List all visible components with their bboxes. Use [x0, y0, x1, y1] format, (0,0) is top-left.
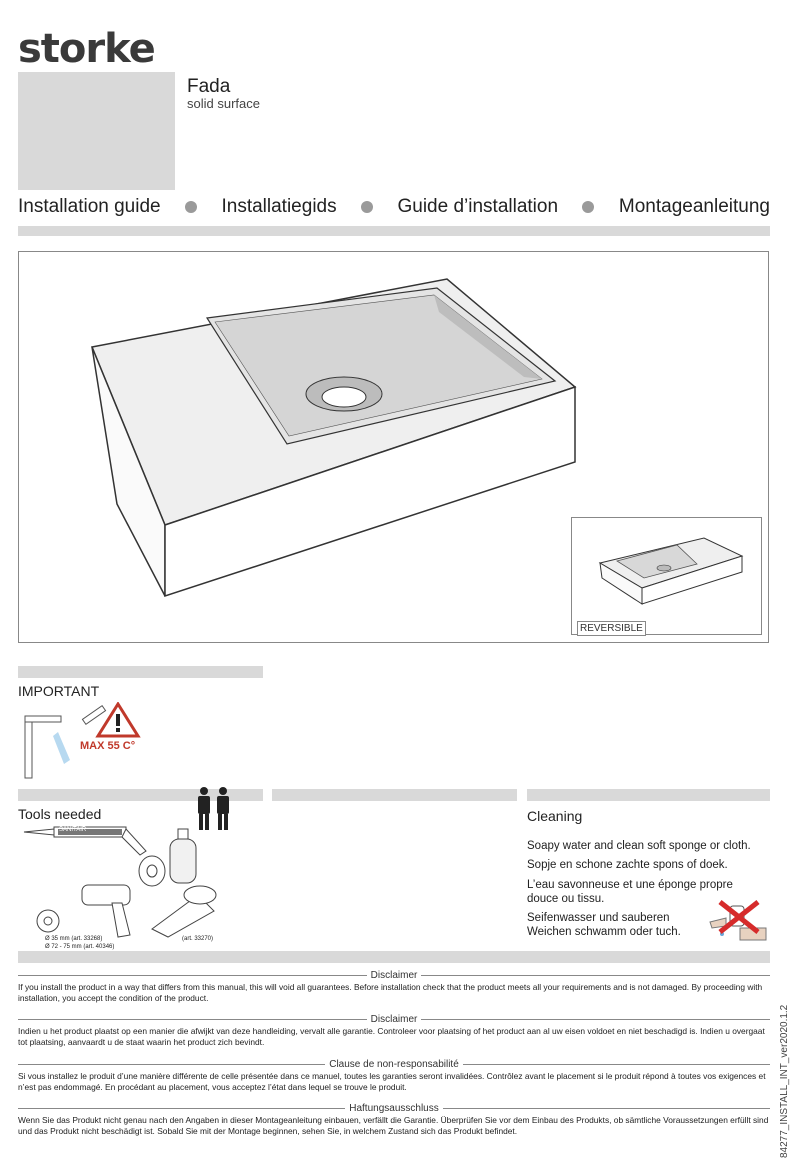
brand-logo: storke	[18, 26, 155, 72]
section-bar	[527, 789, 770, 801]
disclaimer-text: Wenn Sie das Produkt nicht genau nach den Angaben in dieser Montageanleitung einbauen, verfällt die Garantie. Überprüfen Sie vor dem Einbau des Produkts, ob sämtliche Voraussetzungen erfüllt sind und das Produkt nicht beschädigt ist. Sobald Sie mit der Montage beginnen, sehen Sie, in welchem Zustand sich das Produkt befindet.	[18, 1115, 769, 1136]
important-title: IMPORTANT	[18, 683, 100, 699]
section-bar	[272, 789, 517, 801]
cleaning-title: Cleaning	[527, 808, 583, 824]
guide-title-de: Montageanleitung	[618, 196, 770, 217]
disclaimer-en	[18, 969, 770, 1004]
separator-dot	[185, 201, 197, 213]
document-code: 84277_INSTALL_INT_ver2020.1.2	[779, 1004, 790, 1158]
guide-title-nl: Installatiegids	[221, 196, 337, 217]
product-name: Fada	[187, 76, 231, 97]
disclaimer-de	[18, 1102, 770, 1137]
disclaimer-text: Si vous installez le produit d’une manière différente de celle présentée dans ce manuel, toutes les garanties seront invalidées. Contrôlez avant le placement si le produit répond à toutes vos exigences et n’est pas endommagé. En procédant au placement, vous acceptez l’état dans lequel se trouve le produit.	[18, 1071, 766, 1092]
reversible-label: REVERSIBLE	[577, 621, 646, 636]
divider-bar	[18, 951, 770, 963]
separator-dot	[582, 201, 594, 213]
sealant-label: SANITAIR	[59, 827, 87, 833]
disclaimer-nl	[18, 1013, 770, 1048]
guide-title-en: Installation guide	[18, 196, 161, 217]
reversible-inset	[571, 517, 762, 635]
cleaning-text-en: Soapy water and clean soft sponge or cloth.	[527, 840, 751, 852]
disclaimer-text: If you install the product in a way that differs from this manual, this will void all guarantees. Before installation check that the product meets all your requirements and is not damaged. By proceeding with installation, you accept the condition of the product.	[18, 982, 763, 1003]
cleaning-text-de: Seifenwasser und sauberen Weichen schwamm oder tuch.	[527, 912, 681, 938]
no-chemical-cleaning-icon	[700, 898, 768, 944]
drill-note-1: Ø 35 mm (art. 33268)	[45, 936, 103, 942]
disclaimer-fr	[18, 1058, 770, 1093]
section-bar	[18, 666, 263, 678]
divider-bar	[18, 226, 770, 236]
guide-title-row	[18, 194, 770, 220]
tools-illustration	[22, 825, 252, 945]
disclaimer-text: Indien u het product plaatst op een manier die afwijkt van deze handleiding, vervalt alle garantie. Controleer voor plaatsing of het product aan al uw eisen voldoet en niet beschadigd is. Indien u overgaat tot plaatsing, aanvaardt u de staat waarin het product zich bevindt.	[18, 1026, 765, 1047]
disclaimer-title: Disclaimer	[370, 1013, 418, 1025]
max-temperature-label: MAX 55 C°	[80, 740, 136, 752]
cleaning-text-fr: L’eau savonneuse et une éponge propre douce ou tissu.	[527, 879, 733, 905]
disclaimer-title: Haftungsausschluss	[349, 1102, 439, 1114]
product-material: solid surface	[187, 96, 260, 111]
tools-title: Tools needed	[18, 806, 102, 822]
reversible-illustration	[572, 518, 761, 634]
guide-title-fr: Guide d’installation	[397, 196, 559, 217]
cleaning-text-nl: Sopje en schone zachte spons of doek.	[527, 859, 728, 871]
disclaimer-title: Clause de non-responsabilité	[329, 1058, 459, 1070]
drill-note-2: Ø 72 - 75 mm (art. 40346)	[45, 944, 115, 950]
product-photo-placeholder	[18, 72, 175, 190]
separator-dot	[361, 201, 373, 213]
disclaimer-title: Disclaimer	[370, 969, 418, 981]
tool-note: (art. 33270)	[182, 936, 214, 942]
